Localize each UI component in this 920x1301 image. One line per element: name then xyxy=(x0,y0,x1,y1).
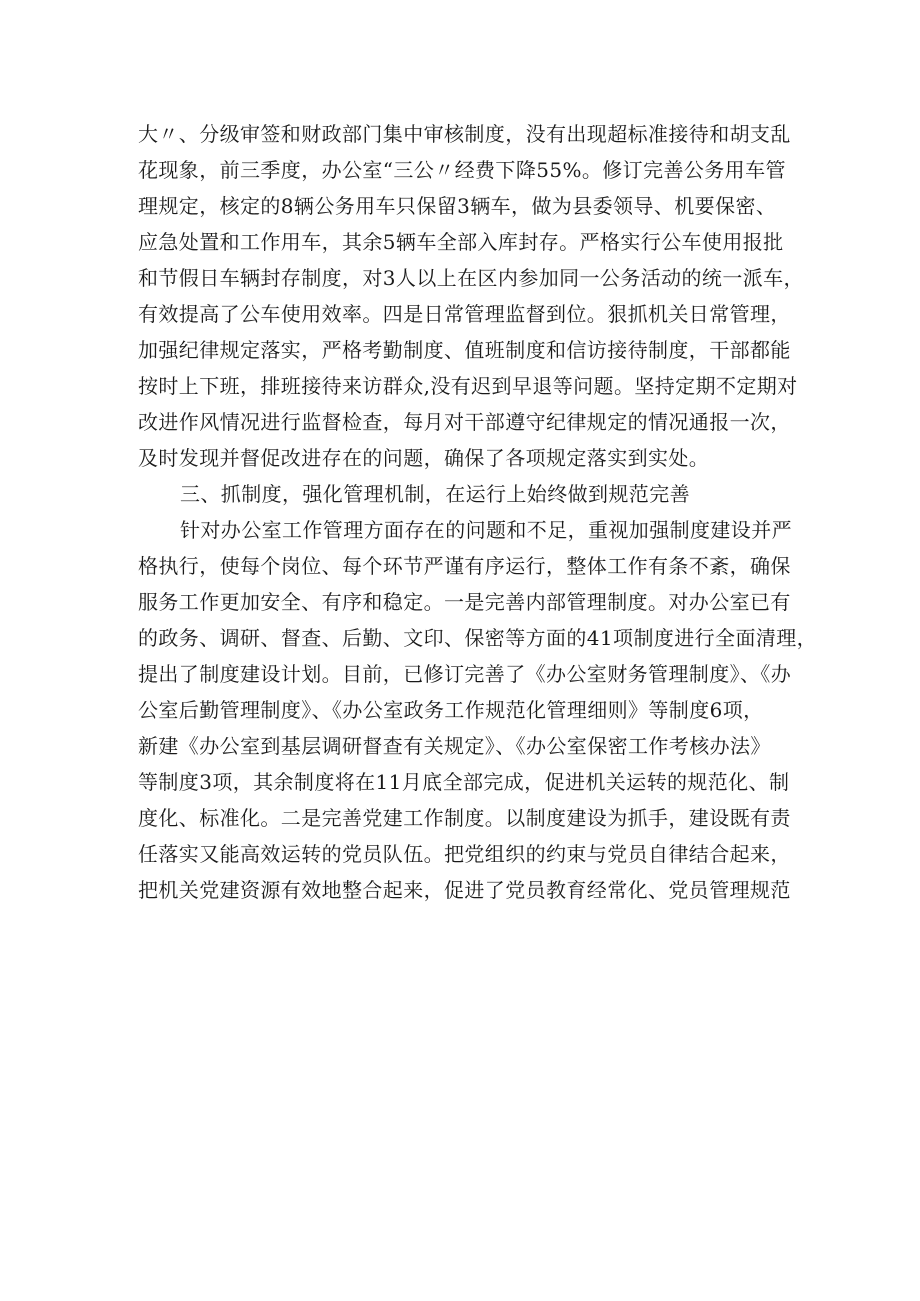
text-line: 新建《办公室到基层调研督查有关规定》、《办公室保密工作考核办法》 xyxy=(138,734,771,758)
text-line: 公室后勤管理制度》、《办公室政务工作规范化管理细则》等制度6项， xyxy=(138,698,764,722)
text-line: 有效提高了公车使用效率。四是日常管理监督到位。狠抓机关日常管理， xyxy=(138,302,791,326)
text-line: 和节假日车辆封存制度，对3人以上在区内参加同一公务活动的统一派车， xyxy=(138,266,804,290)
text-line: 理规定，核定的8辆公务用车只保留3辆车，做为县委领导、机要保密、 xyxy=(138,194,777,218)
text-line: 的政务、调研、督查、后勤、文印、保密等方面的41项制度进行全面清理， xyxy=(138,626,818,650)
text-line: 服务工作更加安全、有序和稳定。一是完善内部管理制度。对办公室已有 xyxy=(138,590,791,614)
document-body xyxy=(138,116,818,908)
text-line: 花现象，前三季度，办公室“三公〃经费下降55%。修订完善公务用车管 xyxy=(138,158,786,182)
text-line: 及时发现并督促改进存在的问题，确保了各项规定落实到实处。 xyxy=(138,446,710,470)
text-line: 大〃、分级审签和财政部门集中审核制度，没有出现超标准接待和胡支乱 xyxy=(138,122,791,146)
text-line: 按时上下班，排班接待来访群众,没有迟到早退等问题。坚持定期不定期对 xyxy=(138,374,798,398)
text-line: 任落实又能高效运转的党员队伍。把党组织的约束与党员自律结合起来， xyxy=(138,842,791,866)
text-line: 改进作风情况进行监督检查，每月对干部遵守纪律规定的情况通报一次， xyxy=(138,410,791,434)
text-line: 针对办公室工作管理方面存在的问题和不足，重视加强制度建设并严 xyxy=(180,518,792,542)
text-line: 加强纪律规定落实，严格考勤制度、值班制度和信访接待制度，干部都能 xyxy=(138,338,791,362)
section-heading: 三、抓制度，强化管理机制，在运行上始终做到规范完善 xyxy=(180,482,690,506)
text-line: 度化、标准化。二是完善党建工作制度。以制度建设为抓手，建设既有责 xyxy=(138,806,791,830)
text-line: 应急处置和工作用车，其余5辆车全部入库封存。严格实行公车使用报批 xyxy=(138,230,784,254)
paragraph-2 xyxy=(138,512,818,908)
text-line: 格执行，使每个岗位、每个环节严谨有序运行，整体工作有条不紊，确保 xyxy=(138,554,791,578)
text-line: 等制度3项，其余制度将在11月底全部完成，促进机关运转的规范化、制 xyxy=(138,770,790,794)
paragraph-1 xyxy=(138,116,804,476)
text-line: 把机关党建资源有效地整合起来，促进了党员教育经常化、党员管理规范 xyxy=(138,878,791,902)
text-line: 提出了制度建设计划。目前，已修订完善了《办公室财务管理制度》、《办 xyxy=(138,662,792,686)
